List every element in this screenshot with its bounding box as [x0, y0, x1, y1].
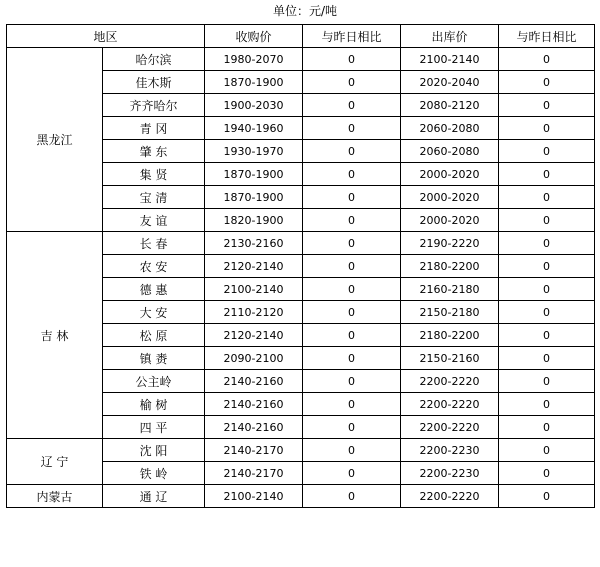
purchase-change: 0 [303, 255, 401, 278]
purchase-change: 0 [303, 393, 401, 416]
city-name: 佳木斯 [103, 71, 205, 94]
city-name: 四 平 [103, 416, 205, 439]
purchase-change: 0 [303, 485, 401, 508]
city-name: 镇 赉 [103, 347, 205, 370]
outbound-change: 0 [499, 393, 595, 416]
outbound-change: 0 [499, 439, 595, 462]
header-purchase-price: 收购价 [205, 25, 303, 48]
table-body [7, 25, 595, 508]
purchase-price: 1870-1900 [205, 186, 303, 209]
outbound-change: 0 [499, 186, 595, 209]
outbound-price: 2200-2220 [401, 485, 499, 508]
region-name: 辽 宁 [7, 439, 103, 485]
purchase-change: 0 [303, 117, 401, 140]
purchase-price: 1940-1960 [205, 117, 303, 140]
outbound-price: 2200-2220 [401, 393, 499, 416]
purchase-price: 2110-2120 [205, 301, 303, 324]
table-row [7, 48, 595, 71]
outbound-price: 2190-2220 [401, 232, 499, 255]
purchase-price: 1870-1900 [205, 163, 303, 186]
purchase-price: 1980-2070 [205, 48, 303, 71]
outbound-price: 2060-2080 [401, 117, 499, 140]
purchase-price: 2130-2160 [205, 232, 303, 255]
outbound-change: 0 [499, 117, 595, 140]
city-name: 德 惠 [103, 278, 205, 301]
purchase-change: 0 [303, 163, 401, 186]
purchase-price: 1930-1970 [205, 140, 303, 163]
purchase-change: 0 [303, 140, 401, 163]
purchase-price: 2140-2170 [205, 439, 303, 462]
purchase-price: 2140-2160 [205, 416, 303, 439]
outbound-change: 0 [499, 278, 595, 301]
purchase-change: 0 [303, 209, 401, 232]
unit-label: 单位：元/吨 [272, 4, 338, 18]
city-name: 通 辽 [103, 485, 205, 508]
outbound-price: 2200-2220 [401, 370, 499, 393]
city-name: 铁 岭 [103, 462, 205, 485]
city-name: 大 安 [103, 301, 205, 324]
table-row [7, 439, 595, 462]
purchase-change: 0 [303, 48, 401, 71]
outbound-price: 2000-2020 [401, 186, 499, 209]
purchase-change: 0 [303, 232, 401, 255]
purchase-change: 0 [303, 94, 401, 117]
outbound-price: 2200-2230 [401, 462, 499, 485]
outbound-change: 0 [499, 485, 595, 508]
purchase-price: 1900-2030 [205, 94, 303, 117]
outbound-change: 0 [499, 140, 595, 163]
outbound-price: 2000-2020 [401, 209, 499, 232]
outbound-change: 0 [499, 370, 595, 393]
outbound-price: 2100-2140 [401, 48, 499, 71]
region-name: 黑龙江 [7, 48, 103, 232]
region-name: 内蒙古 [7, 485, 103, 508]
header-region: 地区 [7, 25, 205, 48]
purchase-price: 2090-2100 [205, 347, 303, 370]
outbound-price: 2000-2020 [401, 163, 499, 186]
purchase-price: 1820-1900 [205, 209, 303, 232]
table-row [7, 485, 595, 508]
table-row [7, 232, 595, 255]
city-name: 长 春 [103, 232, 205, 255]
outbound-price: 2200-2220 [401, 416, 499, 439]
outbound-price: 2020-2040 [401, 71, 499, 94]
outbound-change: 0 [499, 48, 595, 71]
city-name: 沈 阳 [103, 439, 205, 462]
outbound-price: 2060-2080 [401, 140, 499, 163]
purchase-price: 2140-2160 [205, 393, 303, 416]
outbound-change: 0 [499, 462, 595, 485]
outbound-price: 2180-2200 [401, 324, 499, 347]
outbound-change: 0 [499, 232, 595, 255]
city-name: 榆 树 [103, 393, 205, 416]
outbound-change: 0 [499, 94, 595, 117]
purchase-price: 1870-1900 [205, 71, 303, 94]
city-name: 肇 东 [103, 140, 205, 163]
outbound-change: 0 [499, 163, 595, 186]
purchase-price: 2140-2160 [205, 370, 303, 393]
city-name: 松 原 [103, 324, 205, 347]
header-outbound-change: 与昨日相比 [499, 25, 595, 48]
outbound-change: 0 [499, 301, 595, 324]
purchase-price: 2100-2140 [205, 485, 303, 508]
city-name: 农 安 [103, 255, 205, 278]
outbound-change: 0 [499, 209, 595, 232]
outbound-price: 2160-2180 [401, 278, 499, 301]
region-name: 吉 林 [7, 232, 103, 439]
header-row [7, 25, 595, 48]
purchase-change: 0 [303, 439, 401, 462]
purchase-change: 0 [303, 324, 401, 347]
purchase-price: 2140-2170 [205, 462, 303, 485]
outbound-price: 2180-2200 [401, 255, 499, 278]
price-table [6, 24, 595, 508]
outbound-change: 0 [499, 255, 595, 278]
outbound-price: 2150-2160 [401, 347, 499, 370]
purchase-change: 0 [303, 71, 401, 94]
city-name: 青 冈 [103, 117, 205, 140]
city-name: 宝 清 [103, 186, 205, 209]
outbound-price: 2080-2120 [401, 94, 499, 117]
city-name: 哈尔滨 [103, 48, 205, 71]
purchase-change: 0 [303, 278, 401, 301]
outbound-change: 0 [499, 71, 595, 94]
city-name: 集 贤 [103, 163, 205, 186]
purchase-change: 0 [303, 347, 401, 370]
purchase-price: 2120-2140 [205, 324, 303, 347]
purchase-change: 0 [303, 416, 401, 439]
outbound-price: 2200-2230 [401, 439, 499, 462]
purchase-change: 0 [303, 186, 401, 209]
city-name: 友 谊 [103, 209, 205, 232]
purchase-change: 0 [303, 301, 401, 324]
purchase-price: 2100-2140 [205, 278, 303, 301]
header-outbound-price: 出库价 [401, 25, 499, 48]
purchase-change: 0 [303, 370, 401, 393]
purchase-price: 2120-2140 [205, 255, 303, 278]
outbound-change: 0 [499, 347, 595, 370]
purchase-change: 0 [303, 462, 401, 485]
outbound-change: 0 [499, 416, 595, 439]
outbound-price: 2150-2180 [401, 301, 499, 324]
city-name: 齐齐哈尔 [103, 94, 205, 117]
city-name: 公主岭 [103, 370, 205, 393]
outbound-change: 0 [499, 324, 595, 347]
header-purchase-change: 与昨日相比 [303, 25, 401, 48]
